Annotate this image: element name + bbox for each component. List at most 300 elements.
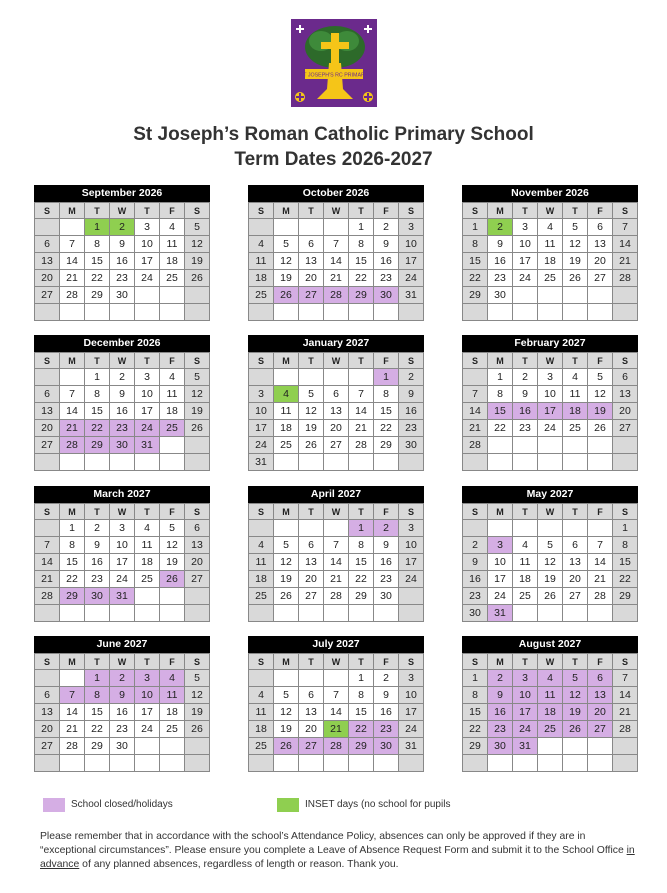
calendar-day: 12 [274, 704, 299, 721]
empty-day-cell [613, 755, 638, 772]
calendar-day: 10 [135, 687, 160, 704]
weekday-label: S [399, 504, 424, 520]
calendar-day: 5 [274, 687, 299, 704]
calendar-day: 13 [324, 403, 349, 420]
weekday-label: T [349, 654, 374, 670]
calendar-day: 3 [399, 670, 424, 687]
empty-day-cell [110, 605, 135, 622]
weekday-label: S [613, 504, 638, 520]
calendar-day: 5 [160, 520, 185, 537]
calendar-day: 1 [463, 219, 488, 236]
empty-day-cell [563, 520, 588, 537]
calendar-day: 27 [35, 287, 60, 304]
empty-day-cell [185, 588, 210, 605]
empty-day-cell [463, 304, 488, 321]
weekday-label: F [160, 353, 185, 369]
calendar-day: 14 [349, 403, 374, 420]
calendar-day: 29 [349, 287, 374, 304]
calendar-day: 13 [185, 537, 210, 554]
calendar-day: 29 [60, 588, 85, 605]
calendar-day: 29 [85, 738, 110, 755]
calendar-day: 9 [110, 687, 135, 704]
calendar-day: 7 [613, 219, 638, 236]
calendar-day: 4 [538, 670, 563, 687]
calendar-day: 24 [513, 270, 538, 287]
empty-day-cell [488, 755, 513, 772]
calendar-day: 10 [399, 537, 424, 554]
month-title: March 2027 [34, 486, 210, 503]
weekday-label: T [349, 353, 374, 369]
empty-day-cell [588, 605, 613, 622]
calendar-day: 9 [463, 554, 488, 571]
calendar-day: 14 [324, 554, 349, 571]
empty-day-cell [85, 755, 110, 772]
calendar-day: 6 [35, 386, 60, 403]
calendar-day: 25 [249, 738, 274, 755]
empty-day-cell [463, 454, 488, 471]
calendar-day: 8 [349, 537, 374, 554]
calendar-day: 22 [85, 721, 110, 738]
calendar-day: 14 [60, 253, 85, 270]
calendar-day: 7 [324, 537, 349, 554]
calendar-day: 20 [35, 721, 60, 738]
calendar-day: 4 [160, 670, 185, 687]
calendar-day: 21 [324, 571, 349, 588]
calendar-day: 17 [399, 554, 424, 571]
calendar-day: 24 [538, 420, 563, 437]
calendar-day: 16 [463, 571, 488, 588]
calendar-day: 12 [299, 403, 324, 420]
calendar-day: 10 [249, 403, 274, 420]
empty-day-cell [513, 454, 538, 471]
calendar-day: 17 [513, 704, 538, 721]
empty-day-cell [563, 755, 588, 772]
empty-day-cell [185, 437, 210, 454]
calendar-day: 14 [588, 554, 613, 571]
empty-day-cell [613, 437, 638, 454]
calendar-day: 30 [463, 605, 488, 622]
empty-day-cell [399, 755, 424, 772]
month-title: April 2027 [248, 486, 424, 503]
calendar-day: 23 [110, 270, 135, 287]
weekday-label: W [324, 654, 349, 670]
calendar-day: 10 [513, 687, 538, 704]
calendar-day: 2 [488, 670, 513, 687]
calendar-day: 7 [60, 386, 85, 403]
weekday-label: S [399, 353, 424, 369]
calendar-day: 25 [274, 437, 299, 454]
calendar-day: 7 [324, 687, 349, 704]
calendar-day: 1 [85, 219, 110, 236]
month-title: August 2027 [462, 636, 638, 653]
calendar-day: 2 [110, 670, 135, 687]
calendar-day: 30 [488, 287, 513, 304]
empty-day-cell [324, 670, 349, 687]
weekday-label: S [35, 203, 60, 219]
calendar-day: 14 [60, 704, 85, 721]
empty-day-cell [563, 437, 588, 454]
calendar-day: 24 [399, 721, 424, 738]
empty-day-cell [324, 454, 349, 471]
calendar-day: 16 [488, 704, 513, 721]
calendar-day: 9 [488, 687, 513, 704]
empty-day-cell [588, 454, 613, 471]
empty-day-cell [324, 219, 349, 236]
empty-day-cell [349, 755, 374, 772]
calendar-day: 1 [349, 670, 374, 687]
calendar-day: 19 [185, 253, 210, 270]
calendar-day: 28 [349, 437, 374, 454]
calendar-day: 14 [324, 704, 349, 721]
empty-day-cell [249, 755, 274, 772]
calendar-day: 8 [349, 687, 374, 704]
calendar-day: 17 [488, 571, 513, 588]
calendar-day: 21 [349, 420, 374, 437]
calendar-day: 12 [563, 236, 588, 253]
empty-day-cell [299, 304, 324, 321]
empty-day-cell [463, 755, 488, 772]
weekday-label: M [274, 203, 299, 219]
empty-day-cell [135, 605, 160, 622]
calendar-day: 25 [160, 721, 185, 738]
empty-day-cell [135, 755, 160, 772]
weekday-label: M [488, 504, 513, 520]
empty-day-cell [110, 304, 135, 321]
calendar-day: 17 [513, 253, 538, 270]
calendar-day: 19 [563, 253, 588, 270]
calendar-day: 27 [588, 721, 613, 738]
calendar-day: 31 [513, 738, 538, 755]
calendar-day: 2 [513, 369, 538, 386]
empty-day-cell [60, 369, 85, 386]
calendar-day: 18 [563, 403, 588, 420]
calendar-day: 11 [160, 386, 185, 403]
empty-day-cell [613, 605, 638, 622]
empty-day-cell [349, 454, 374, 471]
weekday-label: S [185, 504, 210, 520]
month-title: September 2026 [34, 185, 210, 202]
weekday-label: W [110, 504, 135, 520]
empty-day-cell [324, 369, 349, 386]
month-title: July 2027 [248, 636, 424, 653]
calendar-day: 21 [613, 253, 638, 270]
weekday-label: T [349, 203, 374, 219]
calendar-day: 1 [349, 520, 374, 537]
calendar-day: 4 [274, 386, 299, 403]
calendar-day: 2 [110, 219, 135, 236]
weekday-label: F [160, 654, 185, 670]
calendar-day: 25 [538, 721, 563, 738]
calendar-day: 19 [299, 420, 324, 437]
calendar-day: 26 [185, 420, 210, 437]
weekday-label: T [299, 504, 324, 520]
calendar-day: 22 [85, 270, 110, 287]
calendar-day: 18 [538, 253, 563, 270]
calendar-day: 15 [85, 403, 110, 420]
weekday-label: S [613, 203, 638, 219]
calendar-day: 30 [374, 588, 399, 605]
calendar-day: 7 [324, 236, 349, 253]
calendar-day: 14 [35, 554, 60, 571]
calendar-day: 1 [488, 369, 513, 386]
month-calendar [34, 486, 210, 622]
calendar-day: 20 [185, 554, 210, 571]
calendar-day: 11 [538, 687, 563, 704]
calendar-day: 2 [85, 520, 110, 537]
weekday-label: T [85, 353, 110, 369]
calendar-day: 5 [588, 369, 613, 386]
calendar-day: 25 [538, 270, 563, 287]
calendar-day: 15 [85, 253, 110, 270]
calendar-day: 23 [374, 571, 399, 588]
calendar-day: 12 [588, 386, 613, 403]
weekday-label: F [374, 353, 399, 369]
weekday-label: M [274, 353, 299, 369]
weekday-label: M [60, 203, 85, 219]
empty-day-cell [35, 219, 60, 236]
calendar-day: 29 [374, 437, 399, 454]
notice-emphasis: in advance [40, 845, 635, 870]
weekday-label: T [135, 504, 160, 520]
calendar-day: 3 [110, 520, 135, 537]
empty-day-cell [349, 369, 374, 386]
empty-day-cell [324, 605, 349, 622]
calendar-day: 26 [185, 721, 210, 738]
calendar-day: 14 [613, 236, 638, 253]
calendar-day: 11 [249, 554, 274, 571]
calendar-day: 29 [349, 588, 374, 605]
calendar-day: 26 [588, 420, 613, 437]
weekday-label: T [299, 654, 324, 670]
month-title: December 2026 [34, 335, 210, 352]
calendar-day: 22 [85, 420, 110, 437]
calendar-day: 25 [160, 270, 185, 287]
calendar-day: 2 [463, 537, 488, 554]
calendar-day: 6 [35, 687, 60, 704]
calendar-day: 13 [35, 253, 60, 270]
weekday-label: W [538, 203, 563, 219]
weekday-label: M [60, 654, 85, 670]
calendar-day: 17 [249, 420, 274, 437]
calendar-day: 22 [349, 721, 374, 738]
calendar-day: 25 [160, 420, 185, 437]
weekday-label: T [563, 353, 588, 369]
calendar-day: 6 [563, 537, 588, 554]
calendar-day: 15 [349, 253, 374, 270]
weekday-label: M [60, 504, 85, 520]
calendar-day: 5 [274, 537, 299, 554]
calendar-day: 21 [463, 420, 488, 437]
calendar-day: 10 [135, 236, 160, 253]
empty-day-cell [538, 437, 563, 454]
calendar-day: 15 [463, 253, 488, 270]
calendar-day: 21 [324, 721, 349, 738]
calendar-day: 10 [399, 687, 424, 704]
calendar-day: 19 [274, 270, 299, 287]
weekday-label: W [324, 504, 349, 520]
calendar-day: 20 [299, 571, 324, 588]
empty-day-cell [513, 304, 538, 321]
calendar-day: 27 [299, 588, 324, 605]
month-calendar [34, 636, 210, 772]
calendar-day: 11 [160, 236, 185, 253]
empty-day-cell [299, 454, 324, 471]
weekday-label: T [563, 504, 588, 520]
empty-day-cell [513, 605, 538, 622]
calendar-day: 16 [374, 253, 399, 270]
calendar-day: 6 [299, 236, 324, 253]
weekday-label: S [35, 353, 60, 369]
calendar-day: 11 [274, 403, 299, 420]
calendar-day: 18 [274, 420, 299, 437]
calendar-day: 20 [563, 571, 588, 588]
calendar-day: 8 [85, 687, 110, 704]
calendar-day: 11 [160, 687, 185, 704]
month-title: October 2026 [248, 185, 424, 202]
empty-day-cell [374, 304, 399, 321]
weekday-label: W [538, 353, 563, 369]
weekday-label: T [85, 203, 110, 219]
empty-day-cell [488, 437, 513, 454]
calendar-day: 4 [135, 520, 160, 537]
empty-day-cell [274, 219, 299, 236]
calendar-day: 5 [563, 670, 588, 687]
calendar-day: 4 [513, 537, 538, 554]
empty-day-cell [60, 605, 85, 622]
empty-day-cell [399, 454, 424, 471]
calendar-day: 9 [110, 386, 135, 403]
weekday-label: F [374, 203, 399, 219]
calendar-day: 30 [110, 437, 135, 454]
empty-day-cell [60, 219, 85, 236]
calendar-day: 6 [613, 369, 638, 386]
weekday-label: S [35, 504, 60, 520]
calendar-day: 8 [85, 236, 110, 253]
weekday-label: F [588, 353, 613, 369]
calendar-day: 26 [274, 588, 299, 605]
empty-day-cell [135, 454, 160, 471]
calendar-day: 19 [160, 554, 185, 571]
weekday-label: M [488, 654, 513, 670]
calendar-day: 1 [374, 369, 399, 386]
empty-day-cell [613, 304, 638, 321]
calendar-day: 3 [249, 386, 274, 403]
attendance-notice [40, 830, 640, 872]
calendar-day: 29 [85, 437, 110, 454]
calendar-day: 12 [563, 687, 588, 704]
calendar-day: 29 [85, 287, 110, 304]
calendar-day: 18 [160, 403, 185, 420]
empty-day-cell [374, 454, 399, 471]
empty-day-cell [374, 755, 399, 772]
weekday-label: S [463, 353, 488, 369]
calendar-day: 31 [110, 588, 135, 605]
calendar-day: 25 [249, 287, 274, 304]
empty-day-cell [613, 454, 638, 471]
weekday-label: M [60, 353, 85, 369]
weekday-label: F [588, 504, 613, 520]
calendar-day: 14 [60, 403, 85, 420]
calendar-day: 7 [588, 537, 613, 554]
month-calendar [248, 486, 424, 622]
calendar-day: 16 [399, 403, 424, 420]
calendar-day: 22 [613, 571, 638, 588]
calendar-day: 19 [185, 704, 210, 721]
calendar-day: 21 [35, 571, 60, 588]
month-title: February 2027 [462, 335, 638, 352]
weekday-label: S [249, 504, 274, 520]
calendar-day: 5 [563, 219, 588, 236]
calendar-day: 24 [110, 571, 135, 588]
calendar-day: 9 [513, 386, 538, 403]
calendar-day: 24 [488, 588, 513, 605]
calendar-day: 22 [349, 270, 374, 287]
weekday-label: T [513, 353, 538, 369]
calendar-day: 13 [563, 554, 588, 571]
calendar-day: 3 [135, 219, 160, 236]
weekday-label: S [399, 203, 424, 219]
calendar-day: 7 [349, 386, 374, 403]
weekday-label: S [463, 203, 488, 219]
calendar-day: 19 [588, 403, 613, 420]
month-calendar [248, 335, 424, 471]
calendar-day: 4 [160, 369, 185, 386]
calendar-day: 21 [60, 270, 85, 287]
calendar-day: 1 [349, 219, 374, 236]
calendar-day: 26 [538, 588, 563, 605]
empty-day-cell [35, 304, 60, 321]
calendar-day: 1 [613, 520, 638, 537]
calendar-day: 24 [249, 437, 274, 454]
weekday-label: S [613, 353, 638, 369]
calendar-day: 6 [324, 386, 349, 403]
calendar-day: 25 [135, 571, 160, 588]
weekday-label: F [160, 203, 185, 219]
calendar-day: 15 [349, 704, 374, 721]
calendar-day: 23 [85, 571, 110, 588]
calendar-day: 11 [135, 537, 160, 554]
calendar-day: 25 [513, 588, 538, 605]
empty-day-cell [588, 287, 613, 304]
calendar-day: 8 [613, 537, 638, 554]
weekday-label: S [185, 353, 210, 369]
calendar-day: 24 [399, 270, 424, 287]
calendar-day: 4 [249, 236, 274, 253]
empty-day-cell [249, 670, 274, 687]
weekday-label: T [299, 203, 324, 219]
calendar-day: 17 [538, 403, 563, 420]
calendar-day: 28 [60, 287, 85, 304]
empty-day-cell [463, 520, 488, 537]
empty-day-cell [299, 219, 324, 236]
empty-day-cell [563, 304, 588, 321]
weekday-label: F [160, 504, 185, 520]
empty-day-cell [399, 304, 424, 321]
calendar-day: 9 [399, 386, 424, 403]
calendar-day: 5 [538, 537, 563, 554]
calendar-day: 30 [110, 287, 135, 304]
calendar-day: 9 [488, 236, 513, 253]
calendar-day: 11 [513, 554, 538, 571]
calendar-day: 23 [488, 721, 513, 738]
empty-day-cell [463, 369, 488, 386]
empty-day-cell [60, 670, 85, 687]
calendar-day: 3 [399, 520, 424, 537]
empty-day-cell [185, 605, 210, 622]
calendar-day: 21 [613, 704, 638, 721]
calendar-day: 17 [135, 704, 160, 721]
weekday-label: M [274, 654, 299, 670]
